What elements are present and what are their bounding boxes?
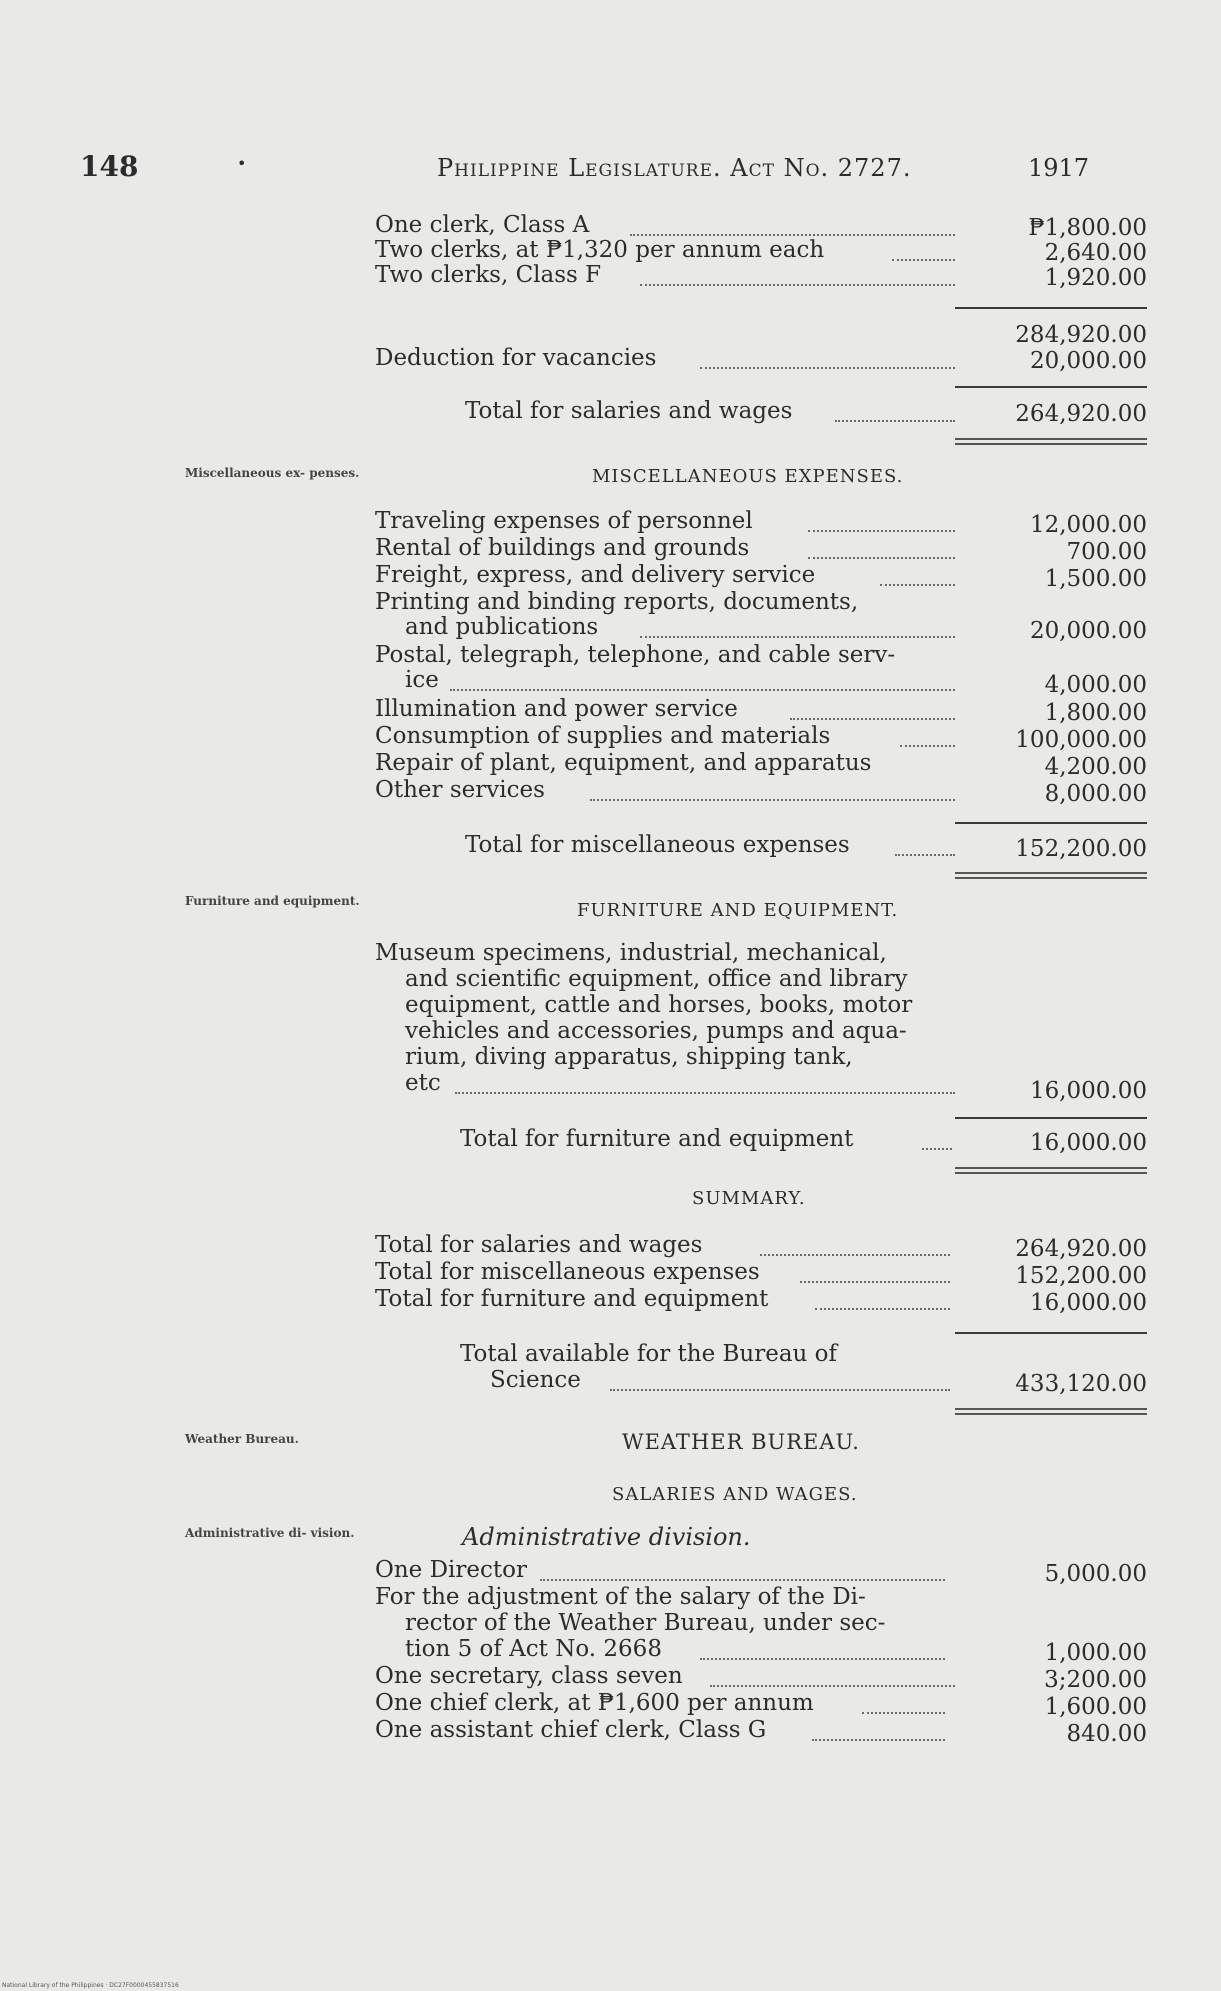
furniture-line: equipment, cattle and horses, books, motor <box>405 992 913 1018</box>
misc-amount: 8,000.00 <box>1044 781 1147 807</box>
margin-note-admin: Administrative di- vision. <box>185 1526 355 1540</box>
leader <box>710 1685 955 1687</box>
leader <box>455 1092 955 1094</box>
leader <box>540 1579 945 1581</box>
rule <box>955 386 1147 388</box>
double-rule <box>955 872 1147 879</box>
salary-line-3: Two clerks, Class F <box>375 262 602 288</box>
misc-item-cont: and publications <box>405 614 599 640</box>
double-rule <box>955 1167 1147 1174</box>
summary-item: Total for salaries and wages <box>375 1232 703 1258</box>
rule <box>955 822 1147 824</box>
misc-item: Consumption of supplies and materials <box>375 723 831 749</box>
misc-item: Printing and binding reports, documents, <box>375 589 859 615</box>
misc-item: Rental of buildings and grounds <box>375 535 750 561</box>
misc-amount: 100,000.00 <box>1015 727 1147 753</box>
weather-item-cont: tion 5 of Act No. 2668 <box>405 1636 662 1662</box>
leader <box>590 799 955 801</box>
scan-footer: National Library of the Philippines · DC27F0000455837516 <box>2 1982 179 1989</box>
leader <box>892 259 955 261</box>
double-rule <box>955 438 1147 445</box>
weather-item: One Director <box>375 1557 527 1583</box>
misc-item: Freight, express, and delivery service <box>375 562 816 588</box>
running-head: Philippine Legislature. Act No. 2727. <box>437 154 912 182</box>
leader <box>835 420 955 422</box>
weather-heading: WEATHER BUREAU. <box>622 1430 860 1454</box>
furniture-line: vehicles and accessories, pumps and aqua- <box>405 1018 907 1044</box>
leader <box>790 718 955 720</box>
leader <box>630 234 955 236</box>
total-salaries-label: Total for salaries and wages <box>465 398 793 424</box>
summary-heading: SUMMARY. <box>692 1188 806 1209</box>
weather-item: One assistant chief clerk, Class G <box>375 1717 767 1743</box>
salary-amount-2: 2,640.00 <box>1044 240 1147 266</box>
leader <box>808 557 955 559</box>
weather-item-cont: rector of the Weather Bureau, under sec- <box>405 1610 886 1636</box>
furniture-line: rium, diving apparatus, shipping tank, <box>405 1044 853 1070</box>
leader <box>862 1712 945 1714</box>
summary-amount: 264,920.00 <box>1015 1236 1147 1262</box>
misc-item: Postal, telegraph, telephone, and cable serv- <box>375 642 896 668</box>
misc-item-cont: ice <box>405 667 439 693</box>
weather-amount: 840.00 <box>1066 1721 1147 1747</box>
rule <box>955 307 1147 309</box>
salary-amount-1: ₱1,800.00 <box>1028 215 1147 241</box>
furniture-line: Museum specimens, industrial, mechanical, <box>375 940 887 966</box>
leader <box>760 1254 950 1256</box>
misc-amount: 4,000.00 <box>1044 672 1147 698</box>
furniture-total-amount: 16,000.00 <box>1029 1130 1147 1156</box>
misc-amount: 12,000.00 <box>1029 512 1147 538</box>
summary-item: Total for miscellaneous expenses <box>375 1259 760 1285</box>
deduction-amount: 20,000.00 <box>1029 348 1147 374</box>
summary-amount: 152,200.00 <box>1015 1263 1147 1289</box>
double-rule <box>955 1408 1147 1415</box>
misc-total-amount: 152,200.00 <box>1015 836 1147 862</box>
leader <box>812 1739 945 1741</box>
subtotal-amount: 284,920.00 <box>1015 322 1147 348</box>
leader <box>640 284 955 286</box>
leader <box>922 1148 952 1150</box>
weather-subheading: SALARIES AND WAGES. <box>612 1484 858 1505</box>
misc-item: Other services <box>375 777 545 803</box>
furniture-line: and scientific equipment, office and library <box>405 966 908 992</box>
furniture-line: etc <box>405 1070 441 1096</box>
leader <box>610 1389 950 1391</box>
summary-item: Total for furniture and equipment <box>375 1286 769 1312</box>
leader <box>880 584 955 586</box>
header-year: 1917 <box>1028 154 1090 182</box>
salary-amount-3: 1,920.00 <box>1044 265 1147 291</box>
summary-amount: 16,000.00 <box>1029 1290 1147 1316</box>
rule <box>955 1117 1147 1119</box>
leader <box>900 745 955 747</box>
leader <box>800 1281 950 1283</box>
misc-heading: MISCELLANEOUS EXPENSES. <box>592 466 904 487</box>
rule <box>955 1332 1147 1334</box>
deduction-label: Deduction for vacancies <box>375 345 657 371</box>
weather-item: One chief clerk, at ₱1,600 per annum <box>375 1690 814 1716</box>
header-dot: • <box>237 154 247 173</box>
misc-total-label: Total for miscellaneous expenses <box>465 832 850 858</box>
furniture-amount: 16,000.00 <box>1029 1078 1147 1104</box>
weather-amount: 1,600.00 <box>1044 1694 1147 1720</box>
misc-amount: 700.00 <box>1066 539 1147 565</box>
furniture-total-label: Total for furniture and equipment <box>460 1126 854 1152</box>
weather-amount: 1,000.00 <box>1044 1640 1147 1666</box>
summary-total-label: Total available for the Bureau of <box>460 1341 838 1367</box>
total-salaries-amount: 264,920.00 <box>1015 401 1147 427</box>
leader <box>640 636 955 638</box>
leader <box>700 1658 945 1660</box>
misc-item: Repair of plant, equipment, and apparatus <box>375 750 872 776</box>
misc-item: Illumination and power service <box>375 696 738 722</box>
margin-note-misc: Miscellaneous ex- penses. <box>185 466 360 480</box>
leader <box>808 530 955 532</box>
summary-total-label-cont: Science <box>490 1367 581 1393</box>
leader <box>895 854 955 856</box>
misc-amount: 1,500.00 <box>1044 566 1147 592</box>
page-number: 148 <box>80 150 139 183</box>
misc-item: Traveling expenses of personnel <box>375 508 753 534</box>
salary-line-1: One clerk, Class A <box>375 212 590 238</box>
weather-amount: 5,000.00 <box>1044 1561 1147 1587</box>
weather-item: For the adjustment of the salary of the Di- <box>375 1584 866 1610</box>
leader <box>815 1308 950 1310</box>
weather-amount: 3;200.00 <box>1044 1667 1147 1693</box>
misc-amount: 1,800.00 <box>1044 700 1147 726</box>
salary-line-2: Two clerks, at ₱1,320 per annum each <box>375 237 825 263</box>
leader <box>450 689 955 691</box>
furniture-heading: FURNITURE AND EQUIPMENT. <box>577 900 899 921</box>
margin-note-furniture: Furniture and equipment. <box>185 894 360 908</box>
admin-division-heading: Administrative division. <box>462 1523 751 1551</box>
page-header <box>0 150 1221 190</box>
summary-total-amount: 433,120.00 <box>1015 1371 1147 1397</box>
margin-note-weather: Weather Bureau. <box>185 1432 299 1446</box>
leader <box>700 367 955 369</box>
misc-amount: 20,000.00 <box>1029 618 1147 644</box>
misc-amount: 4,200.00 <box>1044 754 1147 780</box>
weather-item: One secretary, class seven <box>375 1663 683 1689</box>
